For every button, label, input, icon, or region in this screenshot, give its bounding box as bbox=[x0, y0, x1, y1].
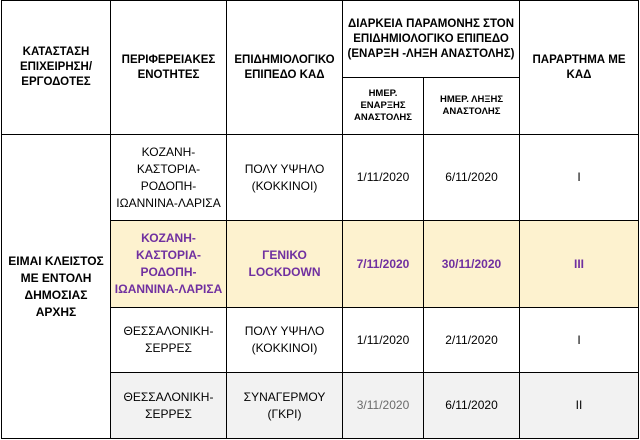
start-date-cell: 1/11/2020 bbox=[343, 135, 424, 221]
annex-header: ΠΑΡΑΡΤΗΜΑ ΜΕ ΚΑΔ bbox=[520, 1, 639, 135]
start-date-cell: 1/11/2020 bbox=[343, 308, 424, 373]
end-date-cell: 6/11/2020 bbox=[424, 373, 520, 439]
regions-cell: ΚΟΖΑΝΗ-ΚΑΣΤΟΡΙΑ-ΡΟΔΟΠΗ-ΙΩΑΝΝΙΝΑ-ΛΑΡΙΣΑ bbox=[111, 221, 227, 308]
regions-cell: ΘΕΣΣΑΛΟΝΙΚΗ-ΣΕΡΡΕΣ bbox=[111, 308, 227, 373]
regions-cell: ΘΕΣΣΑΛΟΝΙΚΗ-ΣΕΡΡΕΣ bbox=[111, 373, 227, 439]
status-header: ΚΑΤΑΣΤΑΣΗ ΕΠΙΧΕΙΡΗΣΗ/ ΕΡΓΟΔΟΤΕΣ bbox=[2, 1, 111, 135]
end-date-cell: 2/11/2020 bbox=[424, 308, 520, 373]
annex-cell: II bbox=[520, 373, 639, 439]
end-date-header: ΗΜΕΡ. ΛΗΞΗΣ ΑΝΑΣΤΟΛΗΣ bbox=[424, 78, 520, 135]
suspension-table bbox=[1, 0, 639, 439]
start-date-header: ΗΜΕΡ. ΕΝΑΡΞΗΣ ΑΝΑΣΤΟΛΗΣ bbox=[343, 78, 424, 135]
regions-cell: ΚΟΖΑΝΗ-ΚΑΣΤΟΡΙΑ-ΡΟΔΟΠΗ-ΙΩΑΝΝΙΝΑ-ΛΑΡΙΣΑ bbox=[111, 135, 227, 221]
start-date-cell: 3/11/2020 bbox=[343, 373, 424, 439]
table-row bbox=[2, 135, 639, 221]
level-cell: ΣΥΝΑΓΕΡΜΟΥ (ΓΚΡΙ) bbox=[227, 373, 343, 439]
level-cell: ΓΕΝΙΚΟ LOCKDOWN bbox=[227, 221, 343, 308]
regions-header: ΠΕΡΙΦΕΡΕΙΑΚΕΣ ΕΝΟΤΗΤΕΣ bbox=[111, 1, 227, 135]
annex-cell: III bbox=[520, 221, 639, 308]
header-row bbox=[2, 1, 639, 78]
end-date-cell: 30/11/2020 bbox=[424, 221, 520, 308]
annex-cell: I bbox=[520, 135, 639, 221]
annex-cell: I bbox=[520, 308, 639, 373]
level-header: ΕΠΙΔΗΜΙΟΛΟΓΙΚΟ ΕΠΙΠΕΔΟ ΚΑΔ bbox=[227, 1, 343, 135]
status-cell: ΕΙΜΑΙ ΚΛΕΙΣΤΟΣ ΜΕ ΕΝΤΟΛΗ ΔΗΜΟΣΙΑΣ ΑΡΧΗΣ bbox=[2, 135, 111, 439]
end-date-cell: 6/11/2020 bbox=[424, 135, 520, 221]
duration-header: ΔΙΑΡΚΕΙΑ ΠΑΡΑΜΟΝΗΣ ΣΤΟΝ ΕΠΙΔΗΜΙΟΛΟΓΙΚΟ ΕΠΙΠΕΔΟ (ΕΝΑΡΞΗ -ΛΗΞΗ ΑΝΑΣΤΟΛΗΣ) bbox=[343, 1, 520, 78]
level-cell: ΠΟΛΥ ΥΨΗΛΟ (ΚΟΚΚΙΝΟΙ) bbox=[227, 135, 343, 221]
level-cell: ΠΟΛΥ ΥΨΗΛΟ (ΚΟΚΚΙΝΟΙ) bbox=[227, 308, 343, 373]
start-date-cell: 7/11/2020 bbox=[343, 221, 424, 308]
